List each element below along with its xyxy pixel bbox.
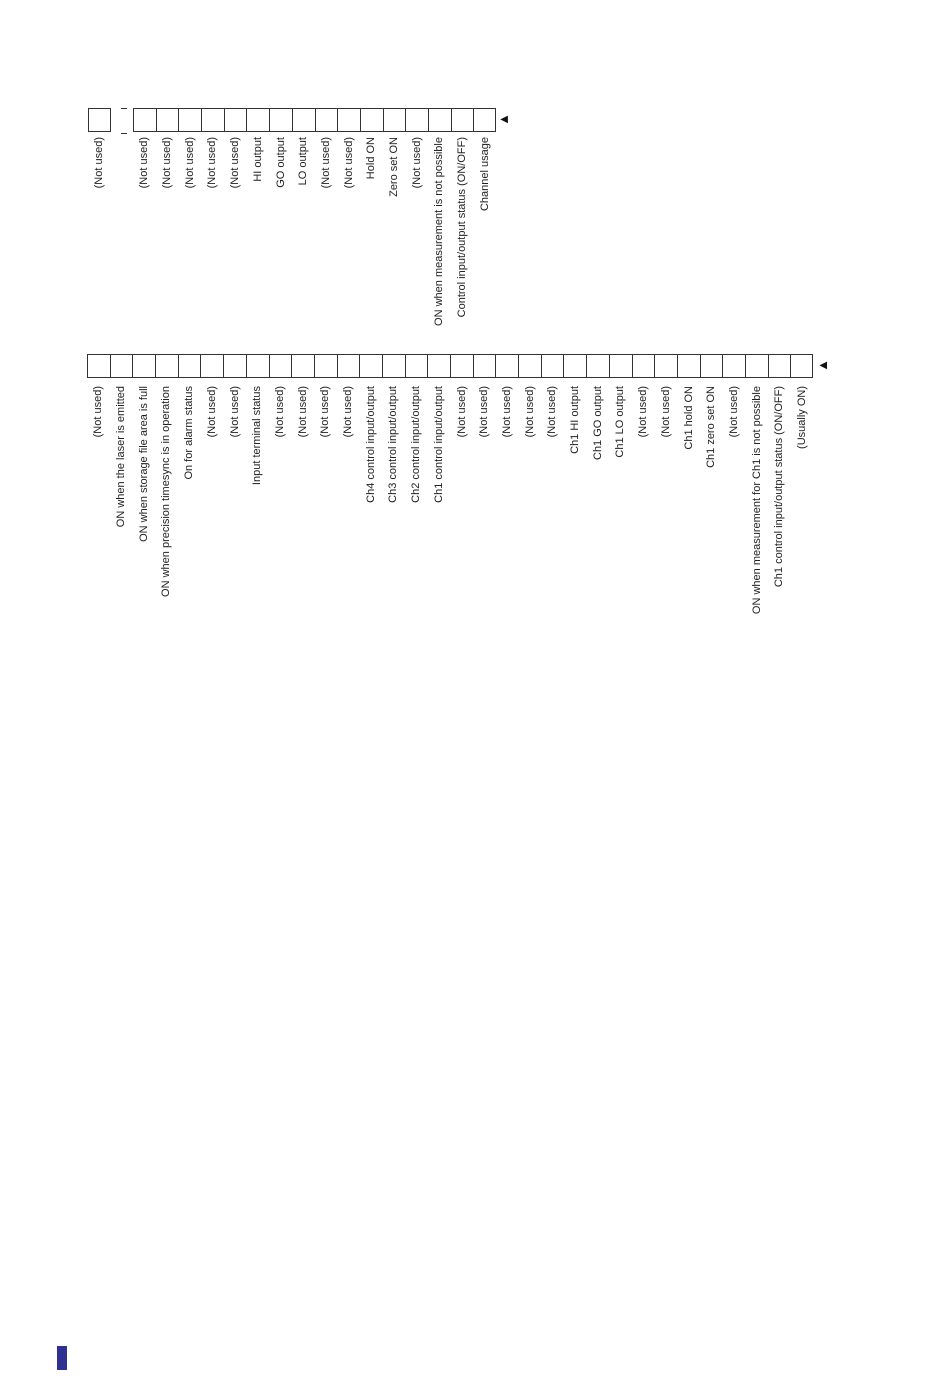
bit-cell <box>246 108 269 132</box>
bit-label: (Not used) <box>206 137 219 189</box>
bit-label: (Not used) <box>637 386 650 438</box>
bit-cell <box>495 354 518 378</box>
bit-cell <box>745 354 768 378</box>
bit-cell <box>586 354 609 378</box>
bit-label: (Not used) <box>183 137 196 189</box>
bit-label: Ch3 control input/output <box>387 386 400 503</box>
bit-cell <box>541 354 564 378</box>
bit-label: (Not used) <box>93 137 106 189</box>
bit-cell <box>654 354 677 378</box>
bit-cell <box>246 354 269 378</box>
bit-label: (Not used) <box>659 386 672 438</box>
bit-cell <box>450 354 473 378</box>
bit-label: ON when precision timesync is in operation <box>160 386 173 597</box>
bit-label: (Not used) <box>342 137 355 189</box>
lsb-arrow-icon: ◀ <box>819 360 828 371</box>
bit-cell <box>428 108 451 132</box>
bit-cell <box>87 354 110 378</box>
bit-cell <box>269 354 292 378</box>
bit-cell <box>201 108 224 132</box>
page-accent-bar <box>57 1346 67 1370</box>
bit-label: On for alarm status <box>183 386 196 480</box>
bit-label: Hold ON <box>365 137 378 180</box>
bit-label: Ch4 control input/output <box>364 386 377 503</box>
bit-cell <box>382 354 405 378</box>
bit-cell <box>360 108 383 132</box>
bit-cell <box>155 354 178 378</box>
bit-label: ON when the laser is emitted <box>115 386 128 528</box>
bit-cell <box>609 354 632 378</box>
bit-label: (Not used) <box>273 386 286 438</box>
bit-cell <box>269 108 292 132</box>
bit-label: ON when storage file area is full <box>137 386 150 542</box>
bit-cell <box>315 108 338 132</box>
bit-cell <box>178 108 201 132</box>
bit-label: Ch2 control input/output <box>410 386 423 503</box>
bit-cell <box>178 354 201 378</box>
bit-label: Ch1 control input/output <box>432 386 445 503</box>
bit-label: Zero set ON <box>388 137 401 197</box>
bit-cell <box>427 354 450 378</box>
bit-label: (Not used) <box>138 137 151 189</box>
bit-label: Ch1 GO output <box>591 386 604 460</box>
bit-label: (Not used) <box>296 386 309 438</box>
bit-cell <box>292 108 315 132</box>
bit-label: ON when measurement for Ch1 is not possible <box>750 386 763 615</box>
bit-label: (Not used) <box>205 386 218 438</box>
bit-label: (Not used) <box>92 386 105 438</box>
bit-cell <box>314 354 337 378</box>
bit-cell <box>156 108 179 132</box>
bit-label: (Not used) <box>500 386 513 438</box>
bit-label: (Not used) <box>410 137 423 189</box>
lsb-arrow-icon: ◀ <box>500 114 508 125</box>
bit-label: GO output <box>274 137 287 188</box>
bit-cell <box>700 354 723 378</box>
bit-cell <box>563 354 586 378</box>
bit-label: Ch1 zero set ON <box>705 386 718 468</box>
bit-cell <box>110 354 133 378</box>
bit-cell <box>132 354 155 378</box>
bit-cell <box>359 354 382 378</box>
bit-label: (Not used) <box>455 386 468 438</box>
bit-label: (Not used) <box>229 137 242 189</box>
bit-cell <box>632 354 655 378</box>
bit-cell <box>768 354 791 378</box>
bit-label: (Not used) <box>319 386 332 438</box>
bit-cell <box>133 108 156 132</box>
bit-label: (Usually ON) <box>796 386 809 449</box>
bit-label: (Not used) <box>319 137 332 189</box>
bit-cell <box>405 108 428 132</box>
bit-cell <box>451 108 474 132</box>
bit-label: Ch1 hold ON <box>682 386 695 450</box>
bit-label: Channel usage <box>478 137 491 212</box>
bit-cell <box>677 354 700 378</box>
bit-cell <box>337 108 360 132</box>
bit-label: Ch1 LO output <box>614 386 627 458</box>
bit-label: (Not used) <box>727 386 740 438</box>
bit-cell <box>790 354 813 378</box>
bit-cell <box>223 354 246 378</box>
bit-cell <box>383 108 406 132</box>
bit-cell <box>518 354 541 378</box>
bit-label: (Not used) <box>523 386 536 438</box>
top-register-lead-bit <box>88 108 111 132</box>
bit-label: ON when measurement is not possible <box>433 137 446 326</box>
bit-cell <box>722 354 745 378</box>
bit-label: Control input/output status (ON/OFF) <box>456 137 469 318</box>
bit-label: (Not used) <box>342 386 355 438</box>
bit-cell <box>200 354 223 378</box>
bit-label: HI output <box>251 137 264 182</box>
bit-cell <box>473 354 496 378</box>
bit-cell <box>473 108 496 132</box>
bit-cell <box>405 354 428 378</box>
bottom-register-bits <box>87 354 813 378</box>
bit-cell <box>88 108 111 132</box>
register-break-mark <box>121 108 127 134</box>
bit-label: LO output <box>297 137 310 186</box>
bit-cell <box>224 108 247 132</box>
bit-label: (Not used) <box>478 386 491 438</box>
bit-label: (Not used) <box>228 386 241 438</box>
bit-label: Ch1 HI output <box>569 386 582 454</box>
bit-label: Ch1 control input/output status (ON/OFF) <box>773 386 786 588</box>
bit-label: (Not used) <box>161 137 174 189</box>
bit-cell <box>291 354 314 378</box>
bit-label: (Not used) <box>546 386 559 438</box>
top-register-bits <box>133 108 496 132</box>
bit-cell <box>337 354 360 378</box>
bit-label: Input terminal status <box>251 386 264 486</box>
